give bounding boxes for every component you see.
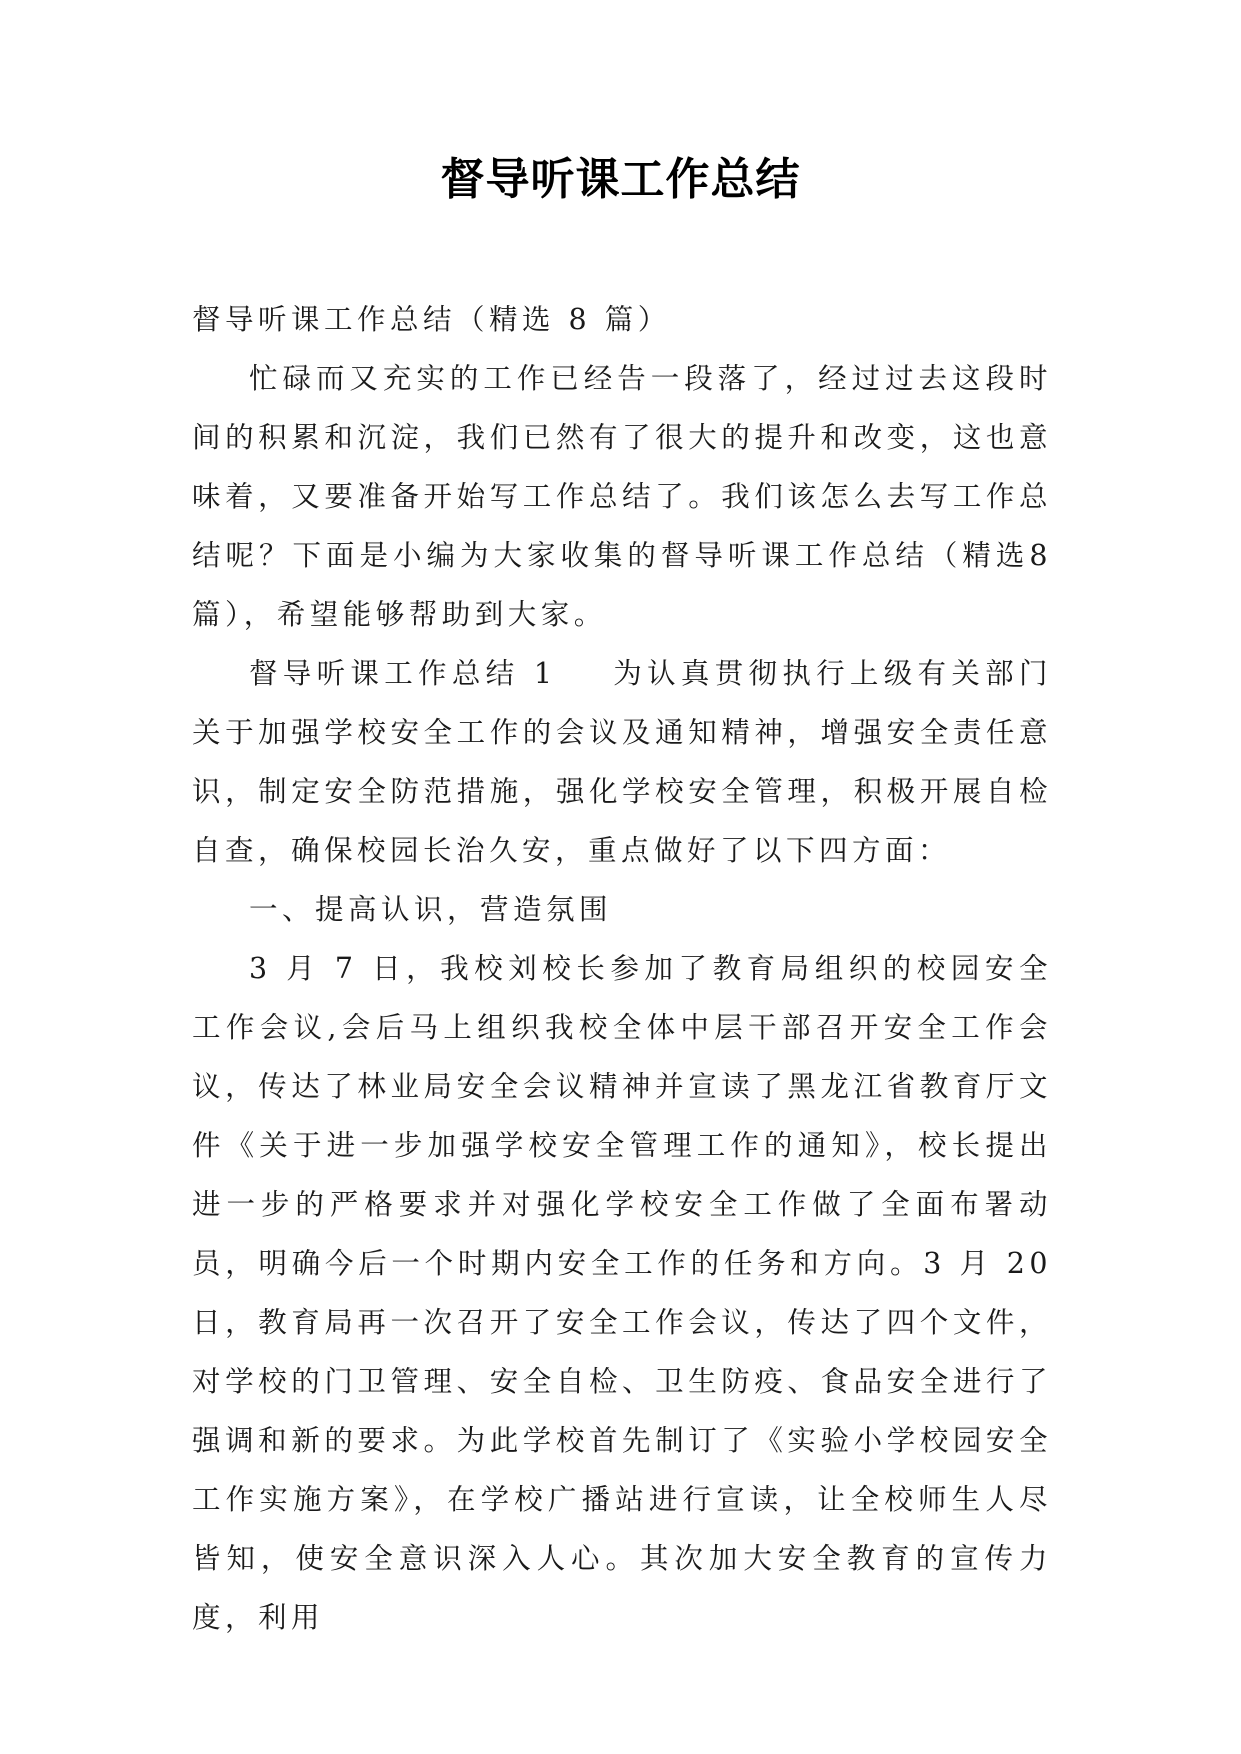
section-1-heading: 督导听课工作总结 1 bbox=[249, 657, 557, 690]
point-1-heading: 一、提高认识，营造氛围 bbox=[249, 893, 613, 926]
document-subtitle: 督导听课工作总结（精选 8 篇） bbox=[192, 303, 671, 336]
section-1-paragraph bbox=[192, 644, 1052, 880]
point-1-paragraph: 3 月 7 日，我校刘校长参加了教育局组织的校园安全工作会议,会后马上组织我校全体中层干部召开安全工作会议，传达了林业局安全会议精神并宣读了黑龙江省教育厅文件《关于进一步加强学校安全管理工作的通知》，校长提出进一步的严格要求并对强化学校安全工作做了全面布署动员，明确今后一个时期内安全工作的任务和方向。3 月 20 日，教育局再一次召开了安全工作会议，传达了四个文件，对学校的门卫管理、安全自检、卫生防疫、食品安全进行了强调和新的要求。为此学校首先制订了《实验小学校园安全工作实施方案》，在学校广播站进行宣读，让全校师生人尽皆知，使安全意识深入人心。其次加大安全教育的宣传力度，利用 bbox=[192, 952, 1052, 1634]
document-body bbox=[192, 290, 1052, 1647]
intro-paragraph: 忙碌而又充实的工作已经告一段落了，经过过去这段时间的积累和沉淀，我们已然有了很大的提升和改变，这也意味着，又要准备开始写工作总结了。我们该怎么去写工作总结呢？下面是小编为大家收集的督导听课工作总结（精选8篇），希望能够帮助到大家。 bbox=[192, 362, 1052, 631]
section-1-text: 为认真贯彻执行上级有关部门关于加强学校安全工作的会议及通知精神，增强安全责任意识，制定安全防范措施，强化学校安全管理，积极开展自检自查，确保校园长治久安，重点做好了以下四方面： bbox=[192, 657, 1052, 867]
document-title: 督导听课工作总结 bbox=[440, 154, 801, 205]
